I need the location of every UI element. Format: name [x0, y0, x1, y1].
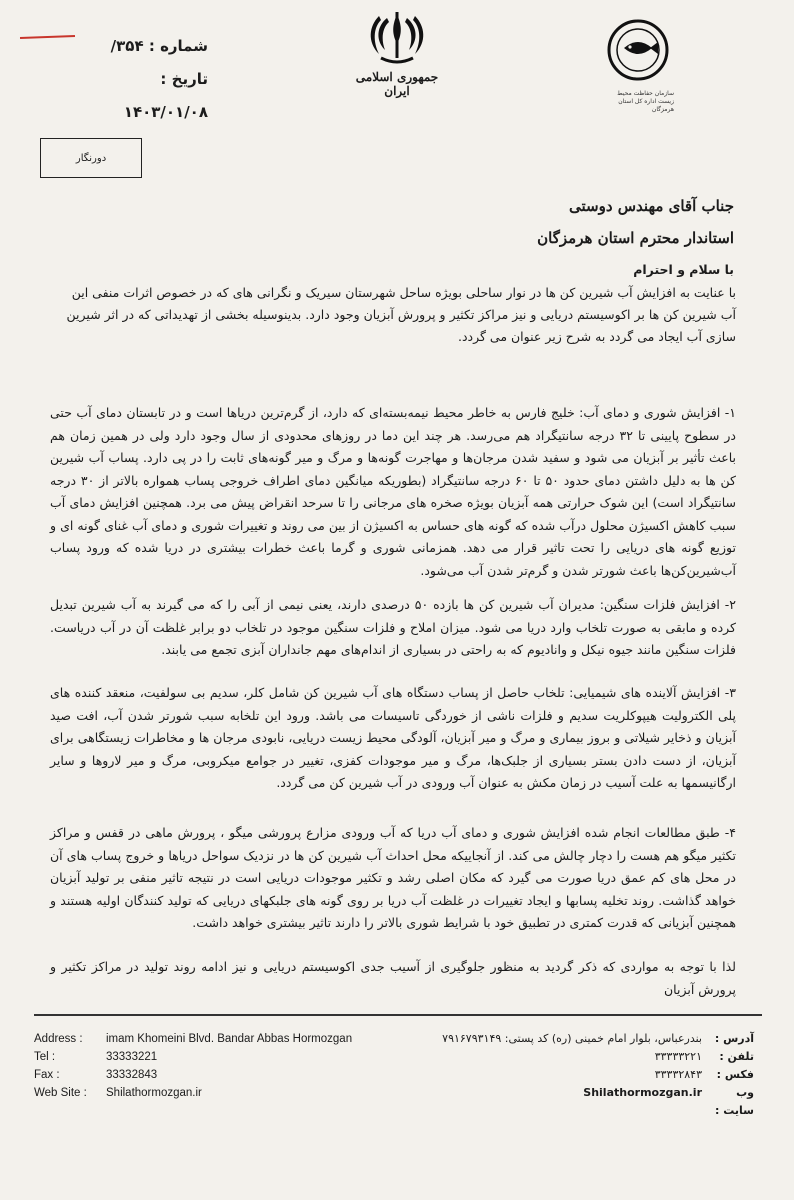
emblem-icon — [367, 10, 427, 68]
red-pen-mark — [20, 35, 75, 39]
footer-fa-web-row — [374, 1084, 754, 1120]
organization-seal — [606, 18, 670, 82]
footer-english — [34, 1030, 364, 1102]
fa-tel-value: ۳۳۳۳۳۲۲۱ — [654, 1050, 702, 1063]
footer-fa-fax-row — [374, 1066, 754, 1084]
footer-fa-address-row — [374, 1030, 754, 1048]
fa-tel-label: تلفن : — [719, 1050, 754, 1063]
date-label: تاریخ : — [160, 70, 208, 88]
fax-stamp-box — [40, 138, 142, 178]
letter-meta — [88, 30, 208, 129]
paragraph-1: ۱- افزایش شوری و دمای آب: خلیج فارس به خاطر محیط نیمه‌بسته‌ای که دارد، از گرم‌ترین دریاها است و در تابستان دمای آب حتی در سطوح پایینی تا ۳۲ درجه سانتیگراد هم می‌رسد. هر چند این دما در روزهای محدودی از سال وجود دارد ولی در همین زمان هم باعث تأثیر بر آبزیان می شود و سفید شدن مرجان‌ها و مهاجرت گونه‌ها و مرگ و میر گونه‌های ثابت را در پی دارد. پساب آب شیرین کن ها به دلیل داشتن دمای حدود ۵۰ تا ۶۰ درجه سانتیگراد (بطوریکه میانگین دمای اطراف خروجی پساب همواره بالاتر از ۳۰ درجه سانتیگراد است) این شوک حرارتی همه آبزیان بویژه صخره های مرجانی را تا سرحد انقراض پیش می برد. همچنین افزایش دمای آب سبب کاهش اکسیژن محلول درآب شده که گونه های حساس به اکسیژن از بین می روند و تغییرات شوری و دمای آب غنای گونه ای و توزیع گونه های دریایی را تحت تاثیر قرار می دهد. همزمانی شوری و گرما باعث خطرات بیشتری در دریا شده که ورود پساب آب‌شیرین‌کن‌ها باعث شورتر شدن و گرم‌تر شدن آب می‌شود. — [50, 405, 737, 578]
footer-web-row — [34, 1084, 364, 1102]
fa-web-label: وب سایت : — [715, 1086, 754, 1117]
fa-fax-value: ۳۳۳۳۲۸۴۳ — [654, 1068, 702, 1081]
date-value: ۱۴۰۳/۰۱/۰۸ — [123, 103, 208, 121]
recipient-block — [354, 190, 734, 254]
paragraph-5: لذا با توجه به مواردی که ذکر گردید به منظور جلوگیری از آسیب جدی اکوسیستم دریایی و نیز ادامه روند تولید در مراکز تکثیر و پرورش آبزیان — [50, 959, 736, 997]
fa-web-value: Shilathormozgan.ir — [583, 1086, 702, 1099]
footer-persian — [374, 1030, 754, 1120]
intro-paragraph: با عنایت به افزایش آب شیرین کن ها در نوار ساحلی بویژه ساحل شهرستان سیریک و نگرانی های که در خصوص اثرات منفی این آب شیرین کن ها بر اکوسیستم دریایی و نیز مراکز تکثیر و پرورش آبزیان وجود دارد. بدینوسیله بخشی از تهدیداتی که در اثر شیرین سازی آب ایجاد می گردد به شرح زیر عنوان می گردد. — [66, 285, 736, 344]
address-value: imam Khomeini Blvd. Bandar Abbas Hormozgan — [106, 1033, 353, 1045]
paragraph-4: ۴- طبق مطالعات انجام شده افزایش شوری و دمای آب دریا که آب ورودی مزارع پرورشی میگو ، پرورش ماهی در قفس و مراکز تکثیر میگو هم هست را دچار چالش می کند. از آنجاییکه محل احداث آب شیرین کن ها در نزدیک سواحل دریاها و خروج پساب های آن در محل های کم عمق دریا صورت می گیرد که مکان اصلی رشد و تکثیر موجودات دریایی است در نتیجه تاثیر منفی بر تولید آبزیان خواهد گذاشت. روند تخلیه پسابها و ایجاد تغییرات در غلظت آب دریا بر روی گونه های جلبکهای دریایی که تولید کنندگان اولیه هستند و همچنین آبزیانی که قدرت کمتری در تطبیق خود با شرایط شوری بالاتر را دارند تاثیر بیشتری خواهد داشت. — [50, 825, 736, 930]
fax-value: 33332843 — [106, 1069, 158, 1081]
emblem-caption: جمهوری اسلامی ایران — [355, 70, 439, 98]
number-label: شماره : — [148, 37, 208, 55]
footer-fax-row — [34, 1066, 364, 1084]
footer-address-row — [34, 1030, 364, 1048]
number-value: ۳۵۴/ — [110, 37, 144, 55]
footer-tel-row — [34, 1048, 364, 1066]
recipient-name: جناب آقای مهندس دوستی — [569, 197, 734, 215]
seal-caption: سازمان حفاظت محیط زیست اداره کل استان هرمزگان — [617, 90, 674, 113]
fa-address-value: بندرعباس، بلوار امام خمینی (ره) کد پستی: ۷۹۱۶۷۹۳۱۴۹ — [442, 1032, 702, 1045]
seal-icon — [606, 18, 670, 82]
tel-value: 33333221 — [106, 1051, 158, 1063]
fa-fax-label: فکس : — [716, 1068, 754, 1081]
address-label: Address : — [34, 1033, 83, 1045]
greeting: با سلام و احترام — [633, 262, 734, 277]
paragraph-3: ۳- افزایش آلاینده های شیمیایی: تلخاب حاصل از پساب دستگاه های آب شیرین کن شامل کلر، سدیم بی سولفیت، منعقد کننده های پلی الکترولیت هیپوکلریت سدیم و فلزات ناشی از خوردگی تاسیسات می باشد. ورود این تلخابه سبب شورتر شدن آب، افت صید آبزیان و ذخایر شیلاتی و بروز بیماری و مرگ و میر آبزیان، آلودگی محیط زیست دریایی، نابودی مرجان ها و مخاطرات زیستگاهی برای آبزیان، از دست دادن بستر بسیاری از جلبک‌ها، مرگ و میر موجودات کفزی، تغییر در جوامع میکروبی، مرگ و میر لاروها و سایر ارگانیسمها به علت آسیب در زمان مکش به عنوان آب ورودی در آب شیرین کن می گردد. — [50, 685, 736, 790]
paragraph-2: ۲- افزایش فلزات سنگین: مدیران آب شیرین کن ها بازده ۵۰ درصدی دارند، یعنی نیمی از آبی را که می گیرند به آب شیرین تبدیل کرده و مابقی به صورت تلخاب وارد دریا می شود. میزان املاح و فلزات سنگین موجود در تلخاب دو برابر غلظت آن در آب دریاست. فلزات سنگین مانند جیوه نیکل و وانادیوم که به راحتی در بسیاری از اندام‌های مهم جانداران آبزی تجمع می یابند. — [50, 597, 736, 657]
web-value: Shilathormozgan.ir — [106, 1087, 202, 1099]
fax-stamp-label: دورنگار — [75, 152, 107, 164]
iran-emblem — [352, 10, 442, 98]
web-label: Web Site : — [34, 1087, 87, 1099]
letter-number — [88, 30, 208, 63]
footer-divider — [34, 1014, 762, 1016]
letter-date — [88, 63, 208, 129]
tel-label: Tel : — [34, 1051, 56, 1063]
recipient-title: استاندار محترم استان هرمزگان — [537, 229, 734, 247]
fax-label: Fax : — [34, 1069, 60, 1081]
fa-address-label: آدرس : — [714, 1032, 754, 1045]
footer-fa-tel-row — [374, 1048, 754, 1066]
